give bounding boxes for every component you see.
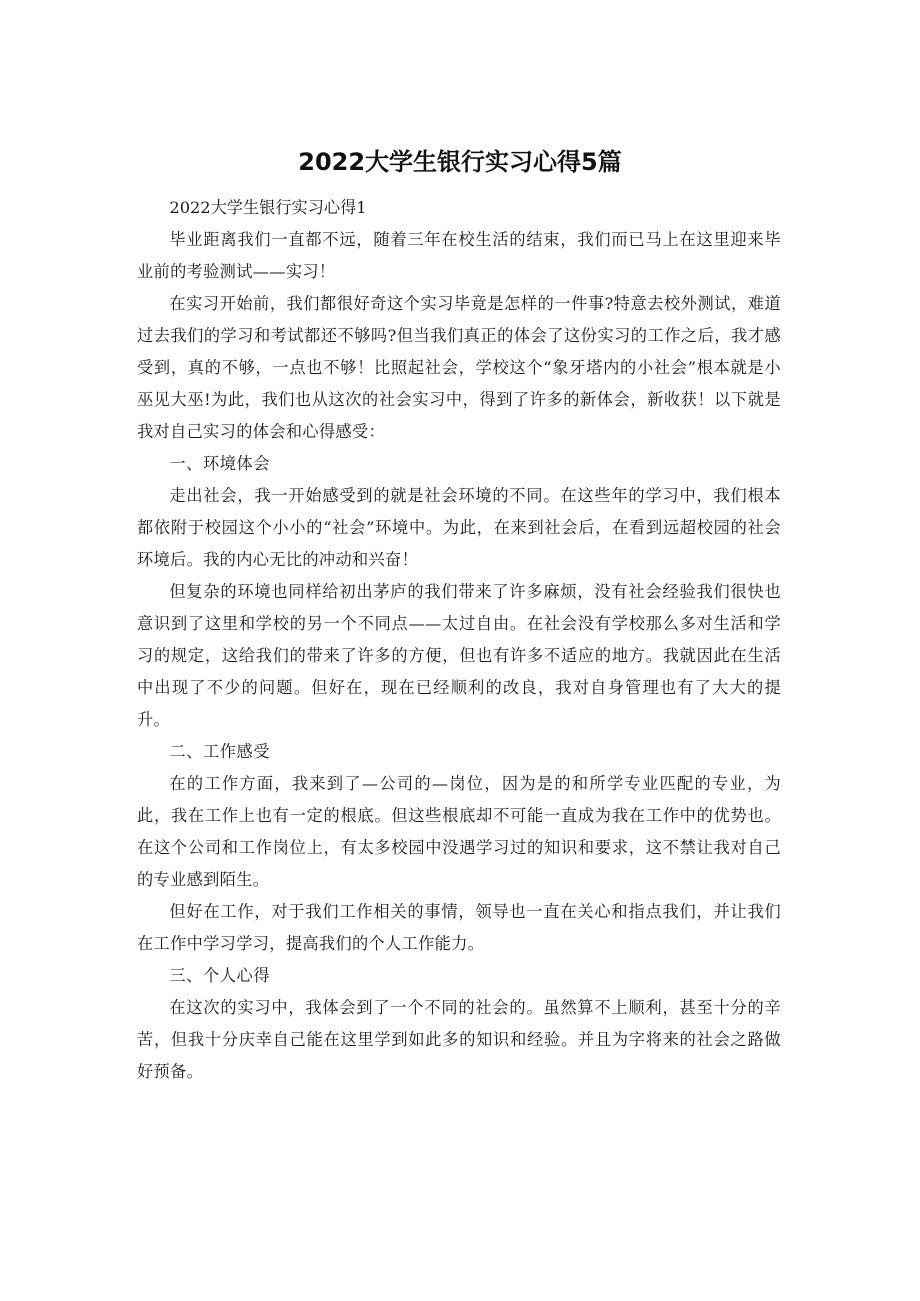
- paragraph-personal: 在这次的实习中，我体会到了一个不同的社会的。虽然算不上顺利，甚至十分的辛苦，但我十分庆幸自己能在这里学到如此多的知识和经验。并且为字将来的社会之路做好预备。: [137, 998, 781, 1081]
- section-heading-work: 二、工作感受: [169, 742, 271, 761]
- paragraph-before-internship: 在实习开始前，我们都很好奇这个实习毕竟是怎样的一件事?特意去校外测试，难道过去我们的学习和考试都还不够吗?但当我们真正的体会了这份实习的工作之后，我才感受到，真的不够，一点也不够！比照起社会，学校这个“象牙塔内的小社会”根本就是小巫见大巫!为此，我们也从这次的社会实习中，得到了许多的新体会，新收获！以下就是我对自己实习的体会和心得感受：: [137, 294, 781, 441]
- article-subtitle: 2022大学生银行实习心得1: [169, 198, 367, 217]
- paragraph-environment-1: 走出社会，我一开始感受到的就是社会环境的不同。在这些年的学习中，我们根本都依附于校园这个小小的“社会”环境中。为此，在来到社会后，在看到远超校园的社会环境后。我的内心无比的冲动和兴奋！: [137, 486, 781, 569]
- paragraph-work-2: 但好在工作，对于我们工作相关的事情，领导也一直在关心和指点我们，并让我们在工作中学习学习，提高我们的个人工作能力。: [137, 902, 781, 953]
- section-heading-environment: 一、环境体会: [169, 454, 271, 473]
- paragraph-intro: 毕业距离我们一直都不远，随着三年在校生活的结束，我们而已马上在这里迎来毕业前的考验测试——实习！: [137, 230, 781, 281]
- paragraph-environment-2: 但复杂的环境也同样给初出茅庐的我们带来了许多麻烦，没有社会经验我们很快也意识到了这里和学校的另一个不同点——太过自由。在社会没有学校那么多对生活和学习的规定，这给我们的带来了许多的方便，但也有许多不适应的地方。我就因此在生活中出现了不少的问题。但好在，现在已经顺利的改良，我对自身管理也有了大大的提升。: [137, 582, 781, 729]
- paragraph-work-1: 在的工作方面，我来到了—公司的—岗位，因为是的和所学专业匹配的专业，为此，我在工作上也有一定的根底。但这些根底却不可能一直成为我在工作中的优势也。在这个公司和工作岗位上，有太多校园中没遇学习过的知识和要求，这不禁让我对自己的专业感到陌生。: [137, 774, 781, 889]
- document-body: [137, 192, 781, 1088]
- section-heading-personal: 三、个人心得: [169, 966, 271, 985]
- document-title: 2022大学生银行实习心得5篇: [298, 148, 622, 176]
